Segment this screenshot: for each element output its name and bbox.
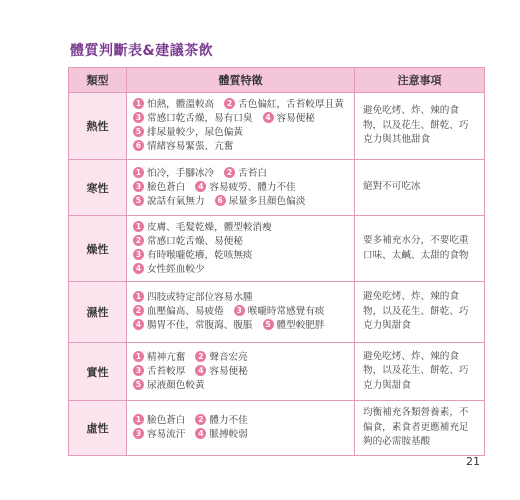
numbered-circle-icon: 1 [133, 291, 144, 302]
feature-text: 容易便秘 [276, 113, 315, 124]
feature-text: 常感口乾舌燥，易有口臭 [147, 113, 253, 124]
feature-item [224, 167, 267, 181]
feature-line [133, 235, 348, 249]
feature-item [133, 263, 205, 277]
feature-item [133, 428, 185, 442]
feature-item [133, 221, 272, 235]
page-title: 體質判斷表&建議茶飲 [70, 43, 214, 59]
numbered-circle-icon: 2 [133, 305, 144, 316]
feature-text: 有時喉嚨乾癢，乾咳無痰 [147, 249, 253, 261]
row-notes-cell: 均衡補充各類營養素，不偏食，素食者更應補充足夠的必需胺基酸 [355, 401, 485, 456]
numbered-circle-icon: 1 [133, 98, 144, 109]
feature-text: 體力不佳 [209, 415, 248, 426]
numbered-circle-icon: 5 [133, 379, 144, 390]
feature-text: 排尿量較少，尿色偏黃 [147, 127, 243, 138]
feature-line [133, 181, 348, 195]
feature-line [133, 140, 348, 154]
feature-item [133, 167, 214, 181]
feature-text: 舌苔較厚 [147, 365, 186, 377]
numbered-circle-icon: 4 [195, 365, 206, 376]
feature-item [133, 140, 233, 154]
feature-line [133, 319, 348, 333]
feature-text: 皮膚、毛髮乾燥，體型較消瘦 [147, 221, 272, 233]
feature-item [133, 112, 253, 126]
numbered-circle-icon: 3 [133, 365, 144, 376]
row-notes-cell: 避免吃烤、炸、辣的食物，以及花生、餅乾、巧克力與甜食 [355, 282, 485, 343]
feature-item [224, 98, 344, 112]
numbered-circle-icon: 5 [133, 126, 144, 137]
table-body [69, 93, 485, 456]
feature-line [133, 414, 348, 428]
feature-text: 體型較肥胖 [276, 320, 325, 331]
feature-item [133, 365, 185, 379]
numbered-circle-icon: 4 [133, 263, 144, 274]
feature-item [133, 181, 185, 195]
numbered-circle-icon: 5 [133, 195, 144, 206]
feature-text: 舌色偏紅，舌苔較厚且黃 [238, 99, 344, 110]
feature-text: 臉色蒼白 [147, 415, 186, 426]
feature-line [133, 379, 348, 393]
feature-item [263, 319, 325, 333]
constitution-table [68, 67, 485, 456]
row-features-cell [127, 401, 355, 456]
row-notes-cell: 避免吃烤、炸、辣的食物，以及花生、餅乾、巧克力與甜食 [355, 343, 485, 401]
row-type-cell: 實性 [69, 343, 127, 401]
feature-item [195, 181, 295, 195]
feature-text: 精神亢奮 [147, 351, 186, 363]
numbered-circle-icon: 2 [224, 98, 235, 109]
row-notes-cell: 絕對不可吃冰 [355, 160, 485, 216]
numbered-circle-icon: 6 [215, 195, 226, 206]
numbered-circle-icon: 1 [133, 221, 144, 232]
row-notes-cell: 要多補充水分，不要吃重口味、太鹹、太甜的食物 [355, 216, 485, 282]
feature-item [195, 351, 247, 365]
numbered-circle-icon: 3 [133, 181, 144, 192]
feature-text: 情緒容易緊張、亢奮 [147, 141, 234, 152]
row-type-cell: 寒性 [69, 160, 127, 216]
page-number: 21 [466, 455, 480, 468]
numbered-circle-icon: 3 [133, 249, 144, 260]
numbered-circle-icon: 3 [133, 112, 144, 123]
table-row [69, 93, 485, 160]
numbered-circle-icon: 4 [195, 428, 206, 439]
numbered-circle-icon: 3 [234, 305, 245, 316]
feature-line [133, 428, 348, 442]
header-notes: 注意事項 [355, 68, 485, 93]
numbered-circle-icon: 4 [133, 319, 144, 330]
feature-line [133, 126, 348, 140]
feature-item [133, 235, 243, 249]
feature-line [133, 291, 348, 305]
numbered-circle-icon: 2 [133, 235, 144, 246]
feature-line [133, 98, 348, 112]
numbered-circle-icon: 1 [133, 351, 144, 362]
row-type-cell: 虛性 [69, 401, 127, 456]
numbered-circle-icon: 4 [195, 181, 206, 192]
row-features-cell [127, 282, 355, 343]
feature-item [133, 379, 205, 393]
feature-text: 四肢或特定部位容易水腫 [147, 292, 253, 303]
numbered-circle-icon: 2 [195, 351, 206, 362]
feature-item [133, 126, 243, 140]
feature-text: 常感口乾舌燥、易便秘 [147, 235, 243, 247]
table-row [69, 401, 485, 456]
row-features-cell [127, 93, 355, 160]
table-header-row [69, 68, 485, 93]
feature-item [133, 291, 253, 305]
feature-text: 臉色蒼白 [147, 181, 186, 193]
feature-item [133, 195, 205, 209]
header-features: 體質特徵 [127, 68, 355, 93]
feature-text: 脈搏較弱 [209, 429, 248, 440]
numbered-circle-icon: 3 [133, 428, 144, 439]
row-type-cell: 濕性 [69, 282, 127, 343]
feature-line [133, 249, 348, 263]
feature-line [133, 365, 348, 379]
numbered-circle-icon: 4 [263, 112, 274, 123]
feature-text: 容易流汗 [147, 429, 186, 440]
feature-text: 容易便秘 [209, 365, 248, 377]
numbered-circle-icon: 2 [195, 414, 206, 425]
row-notes-cell: 避免吃烤、炸、辣的食物，以及花生、餅乾、巧克力與其他甜食 [355, 93, 485, 160]
feature-line [133, 305, 348, 319]
numbered-circle-icon: 1 [133, 167, 144, 178]
feature-item [133, 249, 253, 263]
feature-text: 怕熱，體溫較高 [147, 99, 215, 110]
feature-item [195, 414, 247, 428]
header-type: 類型 [69, 68, 127, 93]
feature-item [133, 98, 214, 112]
row-features-cell [127, 160, 355, 216]
row-features-cell [127, 216, 355, 282]
feature-item [215, 195, 306, 209]
numbered-circle-icon: 1 [133, 414, 144, 425]
feature-line [133, 112, 348, 126]
row-type-cell: 熱性 [69, 93, 127, 160]
feature-line [133, 351, 348, 365]
feature-item [195, 365, 247, 379]
table-row [69, 160, 485, 216]
row-features-cell [127, 343, 355, 401]
feature-text: 血壓偏高、易疲倦 [147, 306, 224, 317]
feature-item [133, 414, 185, 428]
feature-text: 尿量多且顏色偏淡 [228, 195, 306, 207]
feature-text: 舌苔白 [238, 167, 267, 179]
feature-item [133, 305, 224, 319]
feature-item [133, 319, 253, 333]
feature-line [133, 167, 348, 181]
table-row [69, 282, 485, 343]
feature-text: 腸胃不佳，常腹瀉、腹脹 [147, 320, 253, 331]
numbered-circle-icon: 5 [263, 319, 274, 330]
feature-text: 怕冷，手腳冰冷 [147, 167, 215, 179]
feature-line [133, 195, 348, 209]
feature-text: 尿液顏色較黃 [147, 379, 205, 391]
feature-item [263, 112, 315, 126]
feature-item [195, 428, 247, 442]
feature-item [234, 305, 325, 319]
feature-text: 容易疲勞、體力不佳 [209, 181, 296, 193]
feature-text: 女性經血較少 [147, 263, 205, 275]
feature-line [133, 263, 348, 277]
numbered-circle-icon: 2 [224, 167, 235, 178]
table-row [69, 216, 485, 282]
numbered-circle-icon: 6 [133, 140, 144, 151]
feature-text: 說話有氣無力 [147, 195, 205, 207]
feature-text: 聲音宏亮 [209, 351, 248, 363]
feature-line [133, 221, 348, 235]
feature-item [133, 351, 185, 365]
feature-text: 喉嚨時常感覺有痰 [247, 306, 325, 317]
table-row [69, 343, 485, 401]
row-type-cell: 燥性 [69, 216, 127, 282]
